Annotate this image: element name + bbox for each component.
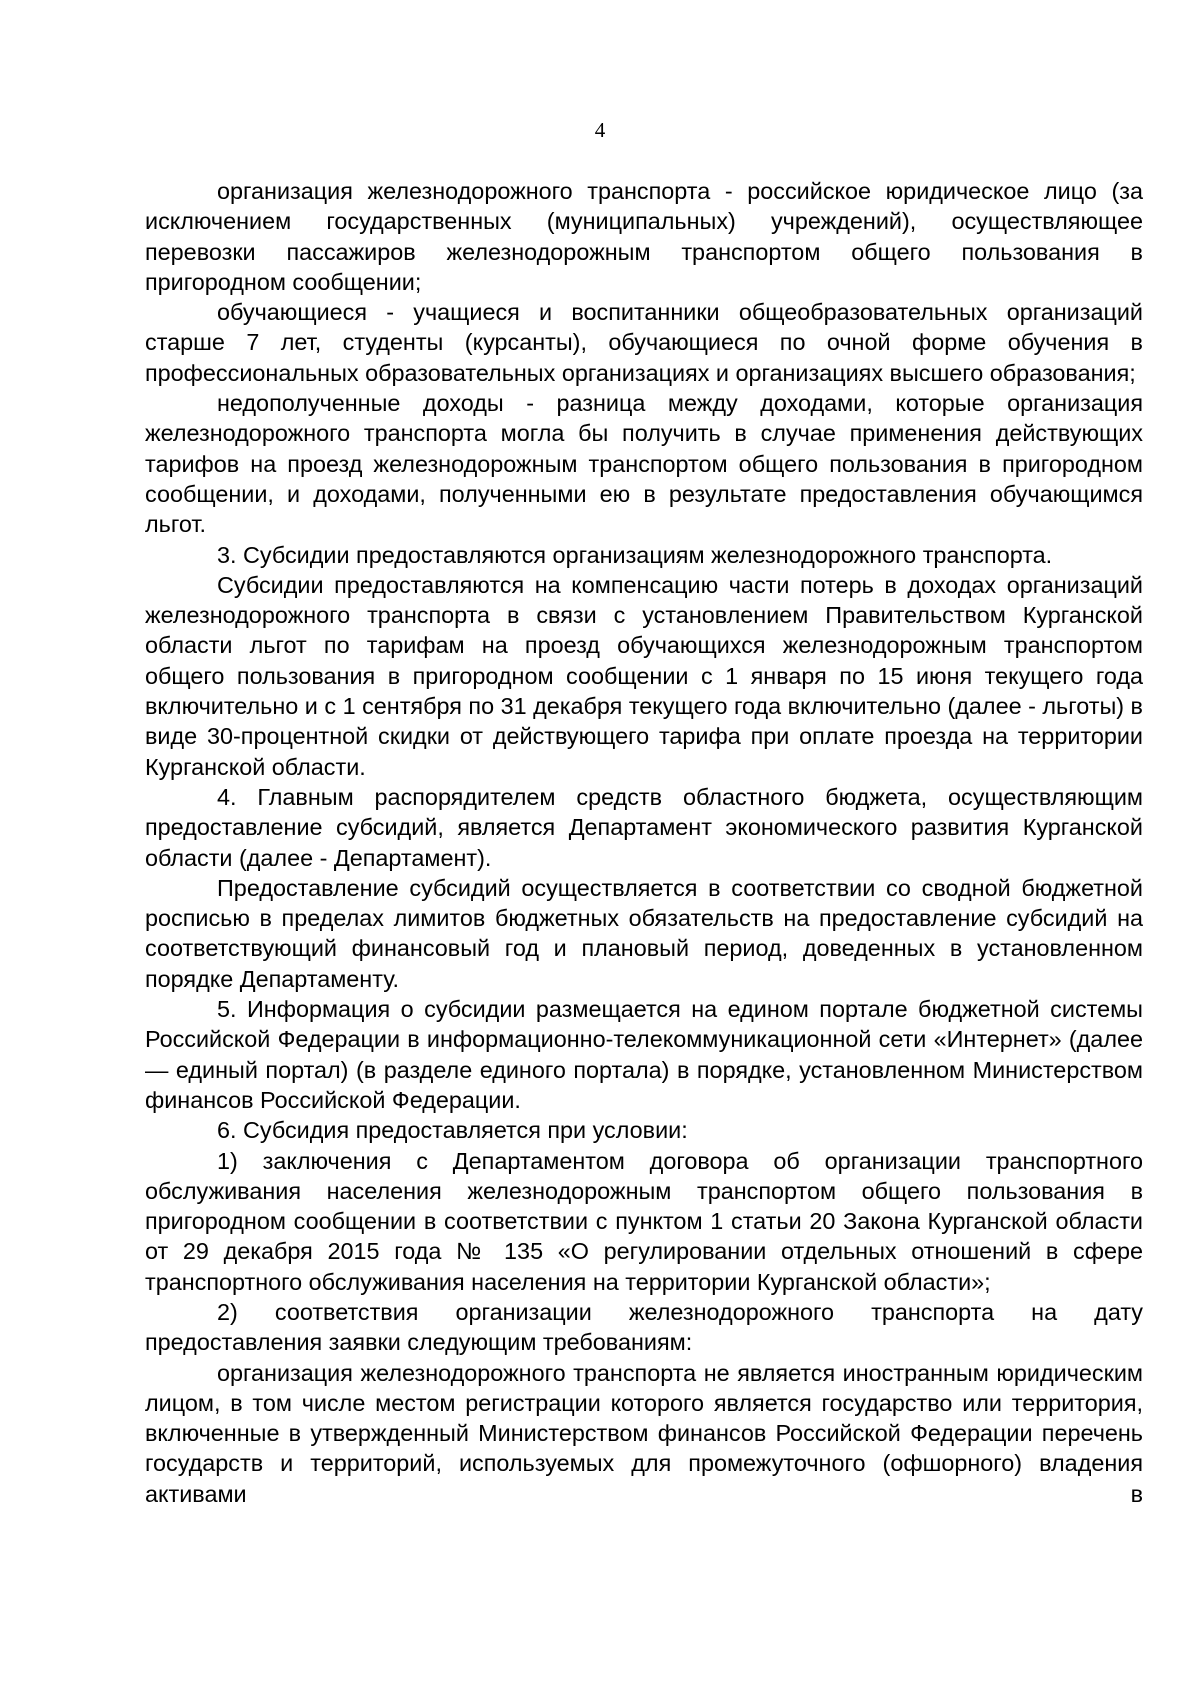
paragraph-subsidy-purpose: Субсидии предоставляются на компенсацию части потерь в доходах организаций железнодорожного транспорта в связи с установлением Правительством Курганской области льгот по тарифам на проезд обучающихся железнодорожным транспортом общего пользования в пригородном сообщении с 1 января по 15 июня текущего года включительно и с 1 сентября по 31 декабря текущего года включительно (далее - льготы) в виде 30-процентной скидки от действующего тарифа при оплате проезда на территории Курганской области. (145, 571, 1143, 780)
paragraph-clause-3: 3. Субсидии предоставляются организациям железнодорожного транспорта. (217, 541, 1053, 568)
paragraph-clause-5: 5. Информация о субсидии размещается на едином портале бюджетной системы Российской Федерации в информационно-телекоммуникационной сети «Интернет» (далее — единый портал) (в разделе единого портала) в порядке, установленном Министерством финансов Российской Федерации. (145, 996, 1143, 1113)
paragraph-definition-lost-income: недополученные доходы - разница между доходами, которые организация железнодорожного транспорта могла бы получить в случае применения действующих тарифов на проезд железнодорожным транспортом общего пользования в пригородном сообщении, и доходами, полученными ею в результате предоставления обучающимся льгот. (145, 390, 1143, 538)
paragraph-definition-railway-organization: организация железнодорожного транспорта - российское юридическое лицо (за исключением государственных (муниципальных) учреждений), осуществляющее перевозки пассажиров железнодорожным транспортом общего пользования в пригородном сообщении; (145, 178, 1143, 295)
paragraph-definition-students: обучающиеся - учащиеся и воспитанники общеобразовательных организаций старше 7 лет, студенты (курсанты), обучающиеся по очной форме обучения в профессиональных образовательных организациях и организациях высшего образования; (145, 299, 1143, 386)
paragraph-condition-2: 2) соответствия организации железнодорожного транспорта на дату предоставления заявки следующим требованиям: (145, 1298, 1143, 1356)
paragraph-clause-6: 6. Субсидия предоставляется при условии: (217, 1117, 688, 1144)
paragraph-condition-1: 1) заключения с Департаментом договора об организации транспортного обслуживания населения железнодорожным транспортом общего пользования в пригородном сообщении в соответствии с пунктом 1 статьи 20 Закона Курганской области от 29 декабря 2015 года № 135 «О регулировании отдельных отношений в сфере транспортного обслуживания населения на территории Курганской области»; (145, 1147, 1143, 1295)
paragraph-clause-4: 4. Главным распорядителем средств областного бюджета, осуществляющим предоставление субсидий, является Департамент экономического развития Курганской области (далее - Департамент). (145, 783, 1143, 871)
document-body (145, 176, 1143, 1509)
page-number: 4 (594, 118, 606, 142)
paragraph-budget-execution: Предоставление субсидий осуществляется в соответствии со сводной бюджетной росписью в пределах лимитов бюджетных обязательств на предоставление субсидий на соответствующий финансовый год и плановый период, доведенных в установленном порядке Департаменту. (145, 874, 1143, 992)
paragraph-requirement-not-foreign: организация железнодорожного транспорта не является иностранным юридическим лицом, в том числе местом регистрации которого является государство или территория, включенные в утвержденный Министерством финансов Российской Федерации перечень государств и территорий, используемых для промежуточного (офшорного) владения активами в (145, 1359, 1143, 1507)
